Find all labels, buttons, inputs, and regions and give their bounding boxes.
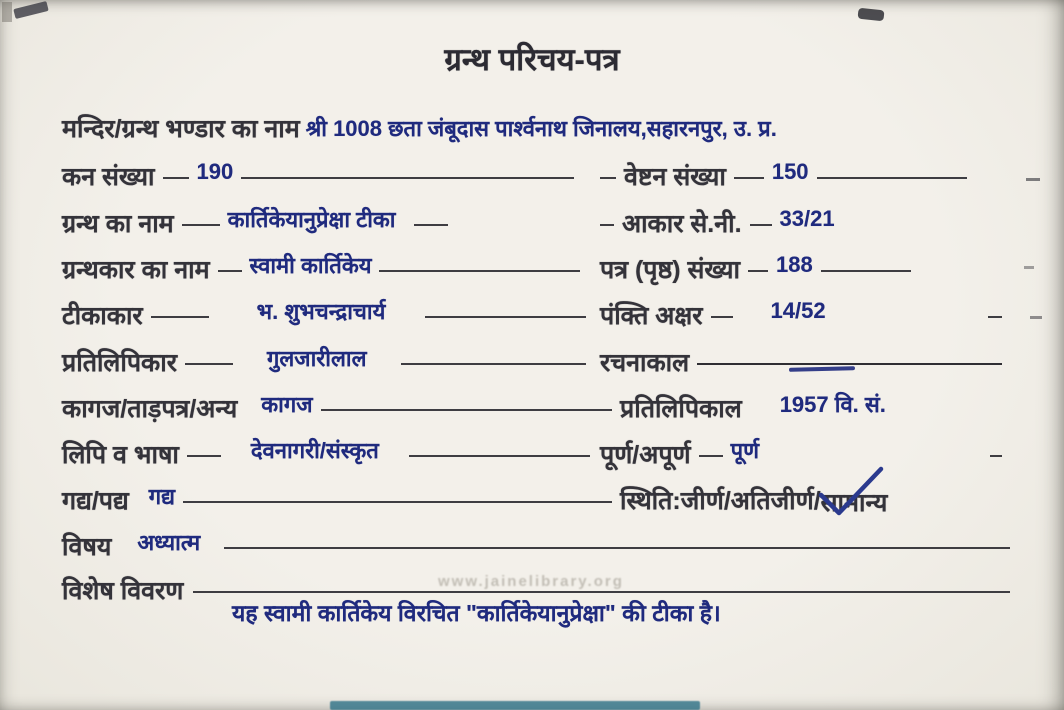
rule-line <box>414 224 448 226</box>
field-row <box>62 207 1010 243</box>
rule-line <box>182 224 220 226</box>
scan-artifact <box>1030 316 1042 319</box>
rule-line <box>163 177 189 179</box>
field-value: सामान्य <box>820 489 888 517</box>
rule-line <box>185 363 233 365</box>
field-row <box>62 160 1010 196</box>
field-label: लिपि व भाषा <box>62 441 179 469</box>
field-value: कागज <box>261 392 313 417</box>
rule-line <box>409 455 590 457</box>
rule-line <box>600 409 612 411</box>
field-value: स्वामी कार्तिकेय <box>249 253 372 278</box>
subject-row <box>62 530 1010 566</box>
field-row <box>62 299 1010 335</box>
header-label: मन्दिर/ग्रन्थ भण्डार का नाम <box>62 115 300 143</box>
page-title: ग्रन्थ परिचय-पत्र <box>444 42 620 77</box>
field-label: स्थिति:जीर्ण/अतिजीर्ण/ <box>620 487 821 515</box>
rule-line <box>241 177 574 179</box>
field-value: अध्यात्म <box>137 530 201 555</box>
rule-line <box>817 177 967 179</box>
scan-artifact <box>2 2 12 22</box>
field-label: प्रतिलिपिकार <box>62 349 177 377</box>
field-row <box>62 346 1010 382</box>
field-value: गद्य <box>148 484 175 509</box>
field-label: प्रतिलिपिकाल <box>620 395 742 423</box>
field-value: 190 <box>196 159 234 184</box>
field-label: पंक्ति अक्षर <box>600 302 703 330</box>
rule-line <box>600 177 616 179</box>
rule-line <box>600 501 612 503</box>
rule-line <box>425 316 586 318</box>
field-value: कार्तिकेयानुप्रेक्षा टीका <box>227 207 396 232</box>
field-label: टीकाकार <box>62 302 143 330</box>
field-value: 33/21 <box>779 206 835 231</box>
field-row <box>62 438 1010 474</box>
header-value: श्री 1008 छता जंबूदास पार्श्वनाथ जिनालय,सहारनपुर, उ. प्र. <box>305 116 777 141</box>
scan-artifact <box>1024 266 1034 269</box>
rule-line <box>600 224 614 226</box>
scan-artifact <box>13 1 48 19</box>
rule-line <box>711 316 733 318</box>
field-value: गुलजारीलाल <box>266 346 367 371</box>
field-value: पूर्ण <box>730 438 760 463</box>
field-value: 14/52 <box>770 298 826 323</box>
rule-line <box>699 455 723 457</box>
rule-line <box>697 363 1002 365</box>
field-label: ग्रन्थकार का नाम <box>62 256 210 284</box>
rule-line <box>218 270 242 272</box>
field-value: देवनागरी/संस्कृत <box>250 438 379 463</box>
field-value: भ. शुभचन्द्राचार्य <box>256 299 386 324</box>
header-row <box>62 110 1010 146</box>
rule-line <box>321 409 600 411</box>
rule-line <box>990 455 1002 457</box>
rule-line <box>187 455 221 457</box>
field-label: कन संख्या <box>62 163 155 191</box>
field-label: पूर्ण/अपूर्ण <box>600 441 691 469</box>
field-row <box>62 392 1010 428</box>
rule-line <box>748 270 768 272</box>
field-value: 150 <box>771 159 809 184</box>
rule-line <box>401 363 586 365</box>
details-value: यह स्वामी कार्तिकेय विरचित "कार्तिकेयानुप्रेक्षा" की टीका है। <box>232 600 721 626</box>
field-value: 188 <box>775 252 813 277</box>
scan-artifact <box>857 8 884 22</box>
field-label: आकार से.नी. <box>622 210 742 238</box>
rule-line <box>750 224 772 226</box>
rule-line <box>193 591 1010 593</box>
field-value: 1957 वि. सं. <box>779 392 886 417</box>
field-row <box>62 253 1010 289</box>
scan-artifact-bottom-strip <box>330 701 700 710</box>
rule-line <box>821 270 911 272</box>
field-label: पत्र (पृष्ठ) संख्या <box>600 256 740 284</box>
field-label: गद्य/पद्य <box>62 487 129 515</box>
rule-line <box>224 547 1010 549</box>
rule-line <box>151 316 209 318</box>
field-label: ग्रन्थ का नाम <box>62 210 174 238</box>
scan-artifact <box>1026 178 1040 181</box>
field-label: कागज/ताड़पत्र/अन्य <box>62 395 238 423</box>
rule-line <box>988 316 1002 318</box>
watermark-text: www.jainelibrary.org <box>438 573 624 590</box>
field-row <box>62 484 1010 520</box>
field-label: विशेष विवरण <box>62 577 184 605</box>
status-selected-option <box>821 485 888 519</box>
field-label: वेष्टन संख्या <box>624 163 726 191</box>
field-label: रचनाकाल <box>600 349 690 377</box>
rule-line <box>183 501 600 503</box>
rule-line <box>734 177 764 179</box>
field-label: विषय <box>62 533 112 561</box>
handwritten-dash-mark <box>789 366 855 372</box>
rule-line <box>379 270 580 272</box>
